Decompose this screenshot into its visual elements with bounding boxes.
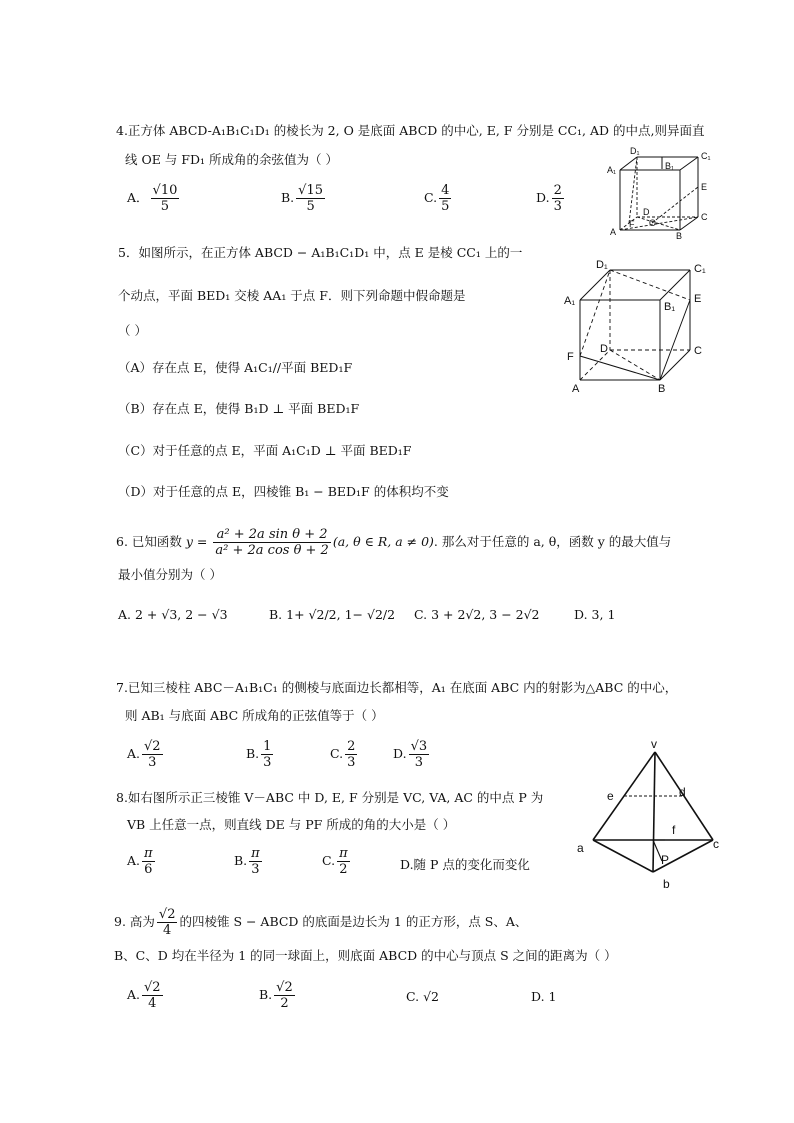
q4-option-b: B. $\frac{√15}{5}$: [281, 183, 323, 214]
q5-cube-figure: [562, 258, 712, 398]
q5-fig-label: C: [694, 345, 702, 357]
q8-fig-label: e: [607, 789, 614, 803]
q4-option-a: A． $\frac{√10}{5}$: [127, 183, 178, 214]
q9-stem-line1: 9. 高为 $\frac{√2}{4}$ 的四棱锥 S − ABCD 的底面是边长为 1 的正方形，点 S、A、: [114, 907, 528, 938]
q8-stem-line2: VB 上任意一点，则直线 DE 与 PF 所成的角的大小是（ ）: [127, 817, 456, 832]
q5-stem-line3: （ ）: [118, 323, 147, 338]
q7-stem-line1: 7.已知三棱柱 ABC－A₁B₁C₁ 的侧棱与底面边长都相等，A₁ 在底面 ABC 内的射影为△ABC 的中心，: [116, 680, 678, 695]
q8-option-c: C. $\frac{\pi}{2}$: [322, 846, 348, 877]
q9-option-b: B. $\frac{√2}{2}$: [259, 980, 293, 1011]
q4-option-d: D. $\frac{2}{3}$: [536, 183, 562, 214]
q4-fig-label: E: [701, 182, 708, 192]
q4-fig-label: F: [629, 219, 635, 229]
q9-option-a: A. $\frac{√2}{4}$: [127, 980, 161, 1011]
q6-option-c: C. 3 + 2√2, 3 − 2√2: [414, 607, 540, 622]
q5-fig-label: B: [658, 383, 666, 395]
q8-fig-label: v: [651, 737, 657, 751]
q6-option-a: A. 2 + √3, 2 − √3: [118, 607, 228, 622]
q9-option-c: C. √2: [406, 989, 439, 1004]
q8-fig-label: c: [713, 837, 719, 851]
q8-fig-label: b: [663, 877, 670, 891]
q4-fig-label: A: [610, 227, 617, 237]
q7-option-b: B. $\frac{1}{3}$: [246, 739, 272, 770]
q5-fig-label: D₁: [596, 259, 608, 271]
q4-stem-line1: 4.正方体 ABCD-A₁B₁C₁D₁ 的棱长为 2, O 是底面 ABCD 的中心, E, F 分别是 CC₁, AD 的中点,则异面直: [116, 123, 705, 138]
q8-option-a: A. $\frac{\pi}{6}$: [127, 846, 153, 877]
q4-fig-label: D: [643, 207, 650, 217]
q5-choice-d: （D）对于任意的点 E，四棱锥 B₁ − BED₁F 的体积均不变: [118, 484, 449, 499]
q8-pyramid-figure: [575, 738, 725, 890]
q9-height-fraction: $\frac{√2}{4}$: [158, 907, 176, 938]
q6-stem-line2: 最小值分别为（ ）: [118, 567, 222, 582]
q5-stem-line1: 5．如图所示，在正方体 ABCD − A₁B₁C₁D₁ 中，点 E 是棱 CC₁ 上的一: [118, 245, 523, 260]
q8-fig-label: a: [577, 841, 584, 855]
q8-fig-label: d: [679, 785, 686, 799]
q4-fig-label: B: [676, 231, 683, 241]
q4-fig-label: B₁: [665, 161, 675, 171]
q5-choice-b: （B）存在点 E，使得 B₁D ⊥ 平面 BED₁F: [118, 401, 360, 416]
q7-option-c: C. $\frac{2}{3}$: [330, 739, 356, 770]
q4-fig-label: A₁: [607, 165, 617, 175]
q7-option-a: A. $\frac{√2}{3}$: [127, 739, 161, 770]
q6-stem-line1: 6. 已知函数 y = $\frac{\text{a² + 2a sin θ + 2}}{\text{a² + 2a cos θ + 2}}$ (a, θ ∈ R, a ≠ 0). 那么对于任意的 a, θ，函数 y 的最大值与: [116, 527, 672, 558]
q4-fig-label: C: [701, 212, 708, 222]
q5-fig-label: A: [572, 383, 580, 395]
q9-stem-line2: B、C、D 均在半径为 1 的同一球面上，则底面 ABCD 的中心与顶点 S 之间的距离为（ ）: [114, 948, 617, 963]
q5-fig-label: F: [567, 351, 574, 363]
q6-option-d: D. 3, 1: [574, 607, 616, 622]
q5-fig-label: B₁: [664, 301, 676, 313]
q5-choice-c: （C）对于任意的点 E，平面 A₁C₁D ⊥ 平面 BED₁F: [118, 443, 412, 458]
q8-fig-label: f: [672, 823, 676, 837]
q4-stem-line2: 线 OE 与 FD₁ 所成角的余弦值为（ ）: [125, 152, 338, 167]
q5-choice-a: （A）存在点 E，使得 A₁C₁//平面 BED₁F: [118, 360, 353, 375]
q4-cube-figure: [605, 145, 715, 240]
q8-option-b: B. $\frac{\pi}{3}$: [234, 846, 260, 877]
q6-option-b: B. 1+ √2/2, 1− √2/2: [269, 607, 396, 622]
q6-function-fraction: $\frac{\text{a² + 2a sin θ + 2}}{\text{a² + 2a cos θ + 2}}$: [215, 527, 329, 558]
q8-option-d: D.随 P 点的变化而变化: [400, 857, 530, 872]
q4-option-c: C. $\frac{4}{5}$: [424, 183, 450, 214]
q7-stem-line2: 则 AB₁ 与底面 ABC 所成角的正弦值等于（ ）: [125, 708, 384, 723]
q5-stem-line2: 个动点，平面 BED₁ 交棱 AA₁ 于点 F．则下列命题中假命题是: [118, 288, 466, 303]
q4-fig-label: O: [649, 218, 657, 228]
q8-stem-line1: 8.如右图所示正三棱锥 V－ABC 中 D, E, F 分别是 VC, VA, AC 的中点 P 为: [116, 790, 544, 805]
q4-fig-label: D₁: [630, 146, 640, 156]
q5-fig-label: C₁: [694, 263, 706, 275]
q9-option-d: D. 1: [531, 989, 557, 1004]
q7-option-d: D. $\frac{√3}{3}$: [393, 739, 428, 770]
q4-fig-label: C₁: [701, 151, 711, 161]
q5-fig-label: A₁: [564, 295, 576, 307]
q5-fig-label: D: [600, 343, 608, 355]
q8-fig-label: P: [661, 853, 670, 867]
q5-fig-label: E: [694, 293, 702, 305]
